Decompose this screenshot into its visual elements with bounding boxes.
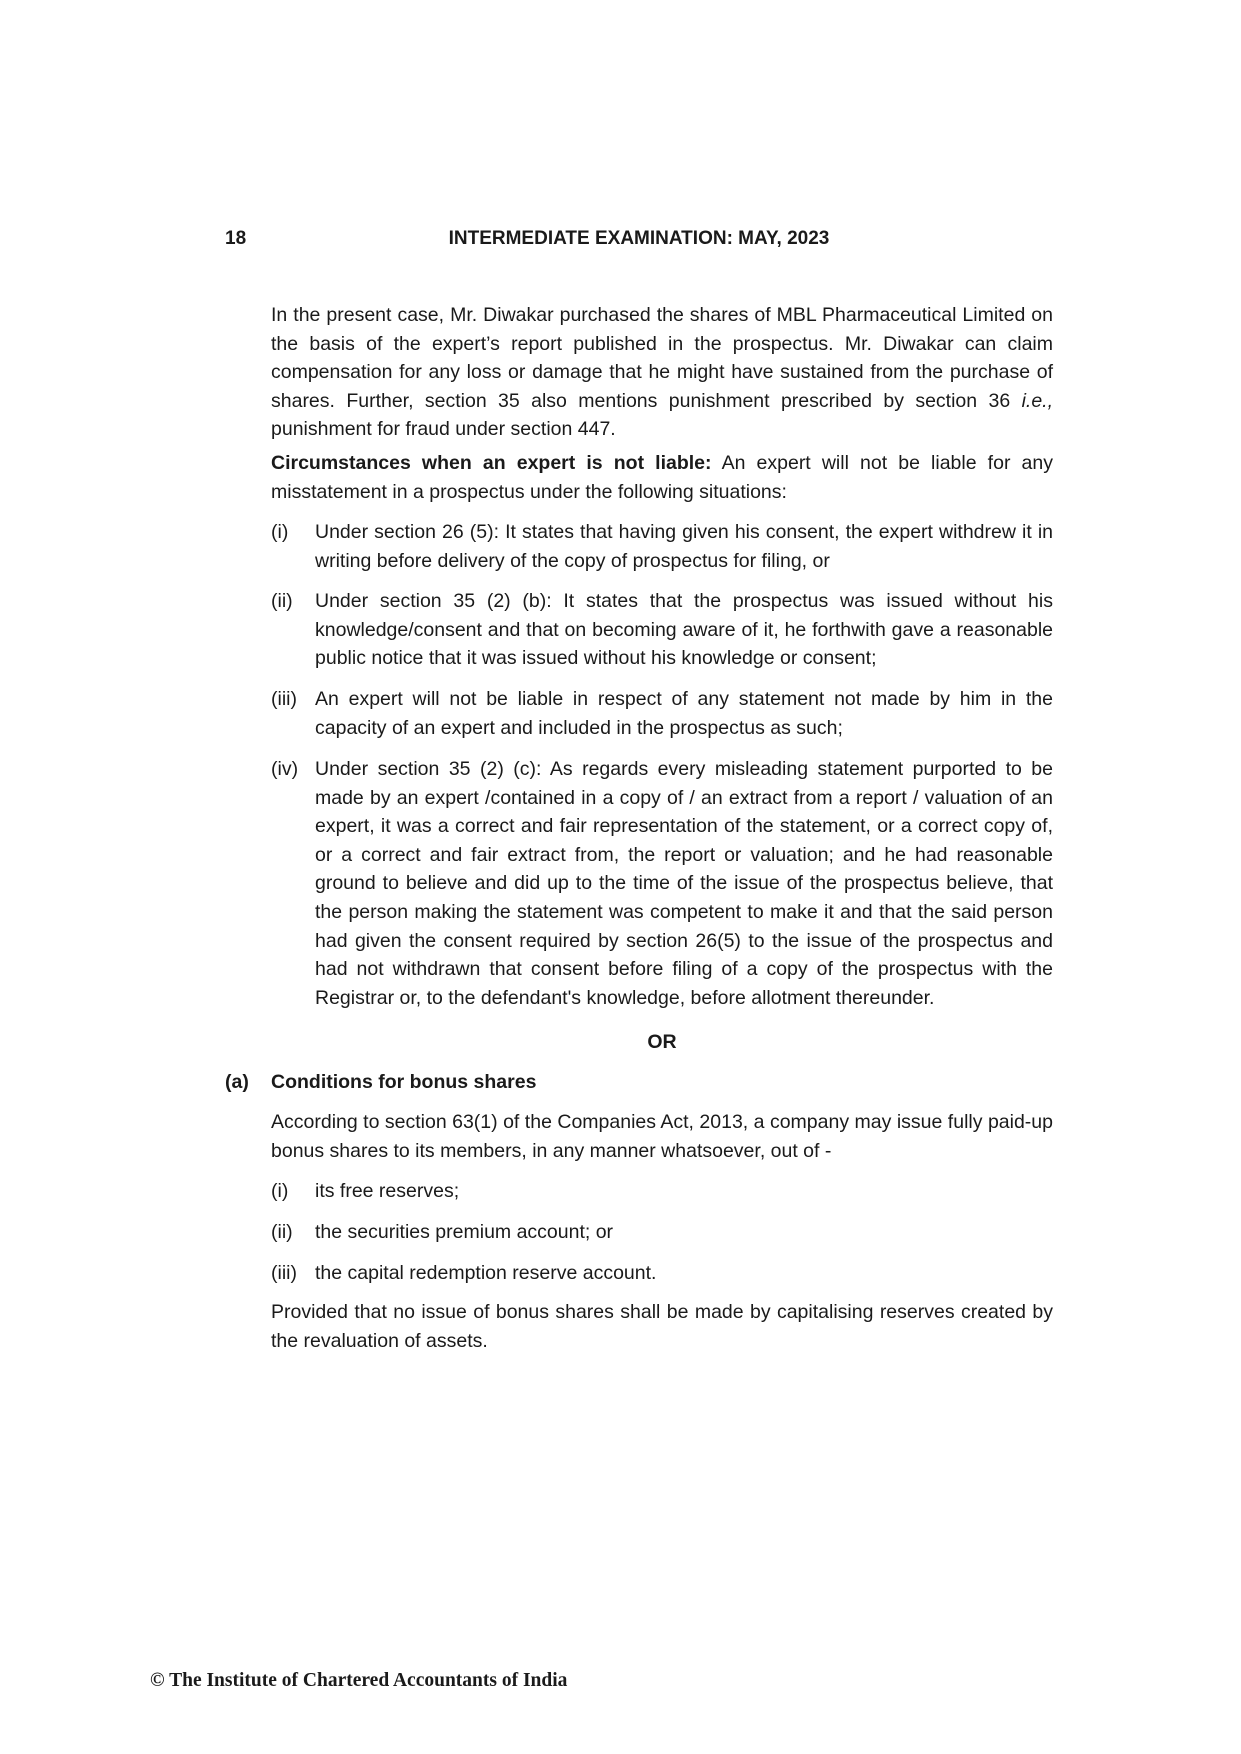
list-item-number: (iii) — [271, 1262, 297, 1284]
list-item-number: (ii) — [271, 1221, 293, 1243]
expert-list-item-4 — [271, 755, 1053, 1012]
case-paragraph — [271, 301, 1053, 444]
bonus-proviso-paragraph — [271, 1298, 1053, 1355]
bonus-proviso-text: Provided that no issue of bonus shares shall be made by capitalising reserves created by the revaluation of assets. — [271, 1301, 1053, 1352]
bonus-section-title: Conditions for bonus shares — [271, 1071, 537, 1093]
case-text-before: In the present case, Mr. Diwakar purchased the shares of MBL Pharmaceutical Limited on the basis of the expert’s report published in the prospectus. Mr. Diwakar can claim compensation for any loss or damage that he might have sustained from the purchase of shares. Further, section 35 also mentions punishment prescribed by section 36 — [271, 304, 1053, 412]
bonus-list-item-3 — [271, 1259, 1053, 1288]
bonus-list-item-2 — [271, 1218, 1053, 1247]
list-item-text: Under section 35 (2) (b): It states that the prospectus was issued without his knowledge/consent and that on becoming aware of it, he forthwith gave a reasonable public notice that it was issued without his knowledge or consent; — [315, 590, 1053, 670]
list-item-number: (iv) — [271, 758, 299, 780]
circumstances-lead: Circumstances when an expert is not liable: — [271, 452, 712, 474]
case-text-italic: i.e., — [1021, 389, 1053, 412]
running-head: INTERMEDIATE EXAMINATION: MAY, 2023 — [448, 228, 830, 249]
circumstances-paragraph — [271, 449, 1053, 506]
bonus-intro-text: According to section 63(1) of the Companies Act, 2013, a company may issue fully paid-up bonus shares to its members, in any manner whatsoever, out of - — [271, 1111, 1053, 1162]
or-heading: OR — [647, 1031, 677, 1053]
bonus-list-item-1 — [271, 1177, 1053, 1206]
expert-list-item-1 — [271, 518, 1053, 575]
list-item-text: its free reserves; — [315, 1180, 460, 1202]
list-item-number: (i) — [271, 521, 289, 543]
circumstances-text: An expert will not be liable for any misstatement in a prospectus under the following situations: — [271, 452, 1053, 503]
expert-list-item-3 — [271, 685, 1053, 742]
case-text-after: punishment for fraud under section 447. — [271, 418, 616, 441]
list-item-text: An expert will not be liable in respect of any statement not made by him in the capacity of an expert and included in the prospectus as such; — [315, 688, 1053, 739]
list-item-text: the securities premium account; or — [315, 1221, 614, 1243]
page-number: 18 — [225, 228, 247, 249]
bonus-intro-paragraph — [271, 1108, 1053, 1165]
footer-copyright: © The Institute of Chartered Accountants of India — [150, 1670, 568, 1691]
list-item-text: Under section 35 (2) (c): As regards every misleading statement purported to be made by an expert /contained in a copy of / an extract from a report / valuation of an expert, it was a correct and fair representation of the statement, or a correct copy of, or a correct and fair extract from, the report or valuation; and he had reasonable ground to believe and did up to the time of the issue of the prospectus believe, that the person making the statement was competent to make it and that the said person had given the consent required by section 26(5) to the issue of the prospectus and had not withdrawn that consent before filing of a copy of the prospectus with the Registrar or, to the defendant's knowledge, before allotment thereunder. — [315, 758, 1053, 1009]
list-item-text: the capital redemption reserve account. — [315, 1262, 657, 1284]
list-item-text: Under section 26 (5): It states that having given his consent, the expert withdrew it in writing before delivery of the copy of prospectus for filing, or — [315, 521, 1053, 572]
list-item-number: (iii) — [271, 688, 297, 710]
bonus-section-label: (a) — [225, 1071, 249, 1093]
list-item-number: (ii) — [271, 590, 293, 612]
list-item-number: (i) — [271, 1180, 289, 1202]
expert-list-item-2 — [271, 587, 1053, 673]
